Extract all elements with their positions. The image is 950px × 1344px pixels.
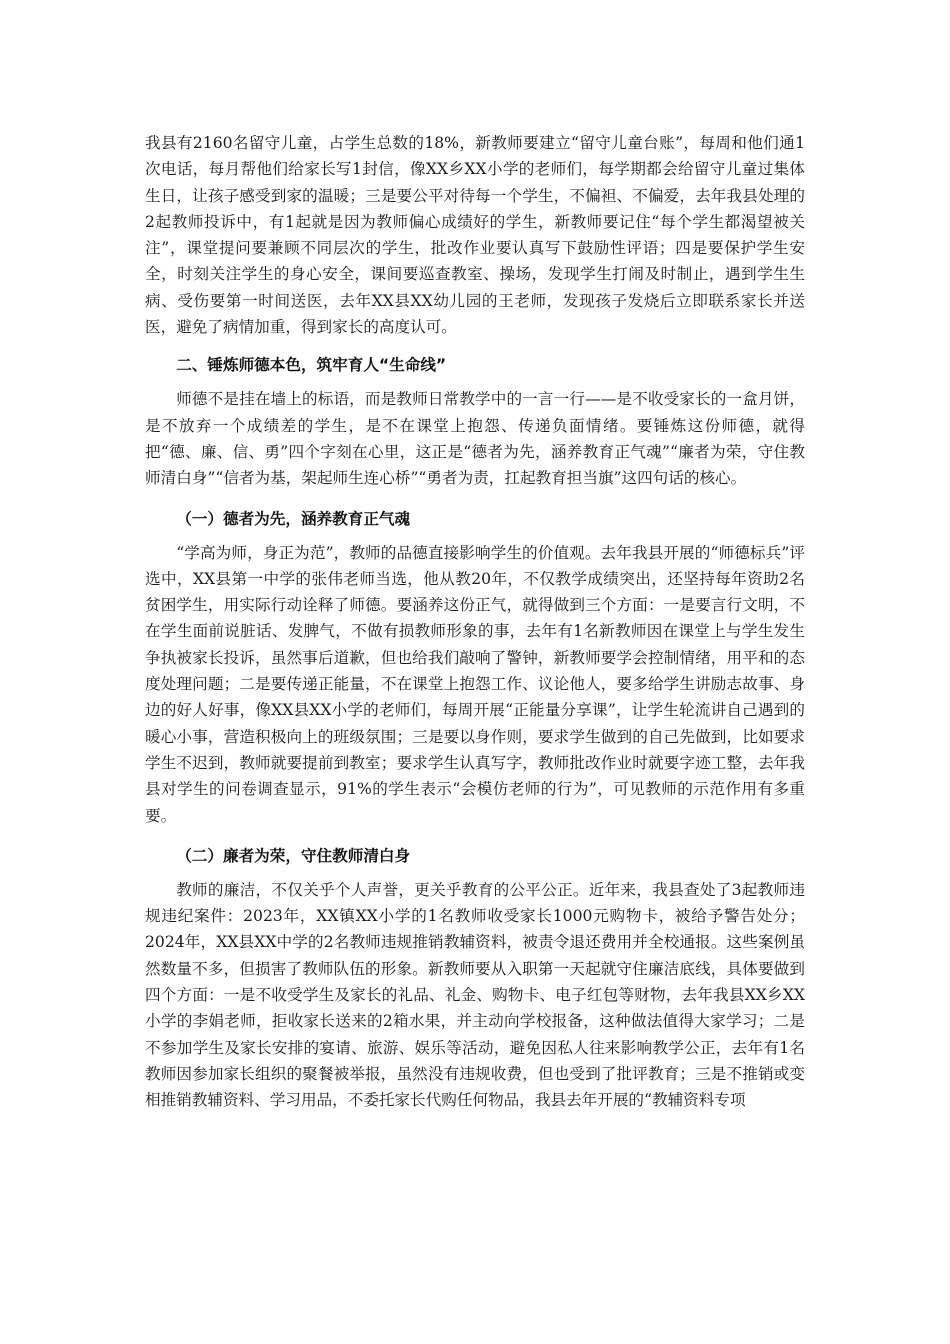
body-paragraph-4: 教师的廉洁，不仅关乎个人声誉，更关乎教育的公平公正。近年来，我县查处了3起教师违规违纪案件：2023年，XX镇XX小学的1名教师收受家长1000元购物卡，被给予警告处分；2024年，XX县XX中学的2名教师违规推销教辅资料，被责令退还费用并全校通报。这些案例虽然数量不多，但损害了教师队伍的形象。新教师要从入职第一天起就守住廉洁底线，具体要做到四个方面：一是不收受学生及家长的礼品、礼金、购物卡、电子红包等财物，去年我县XX乡XX小学的李娟老师，拒收家长送来的2箱水果，并主动向学校报备，这种做法值得大家学习；二是不参加学生及家长安排的宴请、旅游、娱乐等活动，避免因私人往来影响教学公正，去年有1名教师因参加家长组织的聚餐被举报，虽然没有违规收费，但也受到了批评教育；三是不推销或变相推销教辅资料、学习用品，不委托家长代购任何物品，我县去年开展的“教辅资料专项 (145, 880, 805, 1110)
subsection-heading-2-2: （二）廉者为荣，守住教师清白身 (176, 846, 411, 865)
body-paragraph-1: 我县有2160名留守儿童，占学生总数的18%，新教师要建立“留守儿童台账”，每周和他们通1次电话，每月帮他们给家长写1封信，像XX乡XX小学的老师们，每学期都会给留守儿童过集体生日，让孩子感受到家的温暖；三是要公平对待每一个学生，不偏袒、不偏爱，去年我县处理的2起教师投诉中，有1起就是因为教师偏心成绩好的学生，新教师要记住“每个学生都渴望被关注”，课堂提问要兼顾不同层次的学生，批改作业要认真写下鼓励性评语；四是要保护学生安全，时刻关注学生的身心安全，课间要巡查教室、操场，发现学生打闹及时制止，遇到学生生病、受伤要第一时间送医，去年XX县XX幼儿园的王老师，发现孩子发烧后立即联系家长并送医，避免了病情加重，得到家长的高度认可。 (145, 134, 805, 337)
body-paragraph-3: “学高为师，身正为范”，教师的品德直接影响学生的价值观。去年我县开展的“师德标兵”评选中，XX县第一中学的张伟老师当选，他从教20年，不仅教学成绩突出，还坚持每年资助2名贫困学生，用实际行动诠释了师德。要涵养这份正气，就得做到三个方面：一是要言行文明，不在学生面前说脏话、发脾气，不做有损教师形象的事，去年有1名新教师因在课堂上与学生发生争执被家长投诉，虽然事后道歉，但也给我们敲响了警钟，新教师要学会控制情绪，用平和的态度处理问题；二是要传递正能量，不在课堂上抱怨工作、议论他人，要多给学生讲励志故事、身边的好人好事，像XX县XX小学的老师们，每周开展“正能量分享课”，让学生轮流讲自己遇到的暖心小事，营造积极向上的班级氛围；三是要以身作则，要求学生做到的自己先做到，比如要求学生不迟到，教师就要提前到教室；要求学生认真写字，教师批改作业时就要字迹工整，去年我县对学生的问卷调查显示，91%的学生表示“会模仿老师的行为”，可见教师的示范作用有多重要。 (145, 543, 805, 825)
section-heading-2: 二、锤炼师德本色，筑牢育人“生命线” (176, 356, 447, 375)
subsection-heading-2-1: （一）德者为先，涵养教育正气魂 (176, 509, 411, 528)
document-page (145, 130, 805, 1114)
body-paragraph-2: 师德不是挂在墙上的标语，而是教师日常教学中的一言一行——是不收受家长的一盒月饼，是不放弃一个成绩差的学生，是不在课堂上抱怨、传递负面情绪。要锤炼这份师德，就得把“德、廉、信、勇”四个字刻在心里，这正是“德者为先，涵养教育正气魂”“廉者为荣，守住教师清白身”“信者为基，架起师生连心桥”“勇者为责，扛起教育担当旗”这四句话的核心。 (145, 390, 805, 488)
